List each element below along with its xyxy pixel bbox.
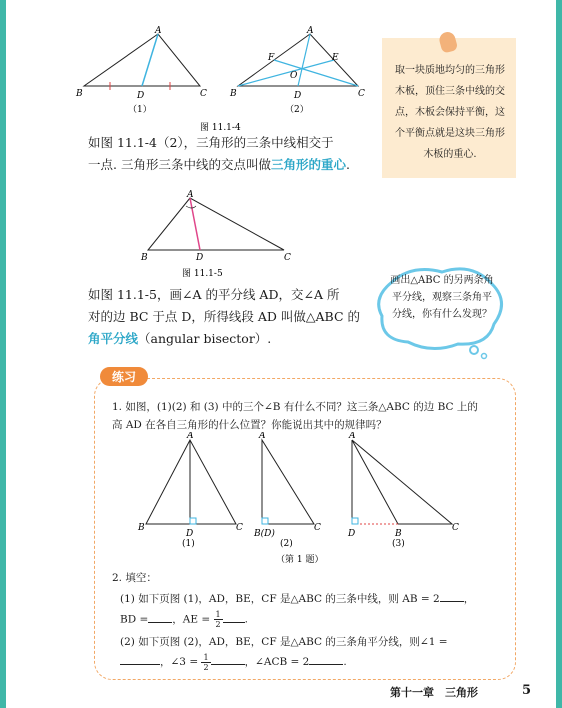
exercise-figures bbox=[136, 432, 468, 564]
svg-text:（1）: （1） bbox=[128, 105, 152, 115]
side-note-text: 取一块质地均匀的三角形木板，顶住三条中线的交点，木板会保持平衡，这个平衡点就是这块三角形木板的重心. bbox=[395, 65, 505, 160]
left-margin-stripe bbox=[0, 0, 6, 708]
side-note-card bbox=[382, 38, 516, 178]
svg-text:B: B bbox=[230, 89, 237, 99]
term-centroid: 三角形的重心 bbox=[270, 157, 346, 172]
svg-text:（第 1 题）: （第 1 题） bbox=[276, 555, 324, 564]
right-margin-stripe bbox=[556, 0, 562, 708]
svg-text:A: A bbox=[187, 432, 194, 441]
paragraph-centroid: 如图 11.1-4（2），三角形的三条中线相交于 一点. 三角形三条中线的交点叫做三角形的重心. bbox=[88, 135, 350, 172]
svg-text:A: A bbox=[259, 432, 266, 441]
practice-tag: 练习 bbox=[100, 367, 148, 386]
question-2-title: 2. 填空： bbox=[112, 572, 157, 584]
svg-text:D: D bbox=[186, 529, 194, 539]
cloud-text: 画出△ABC 的另两条角平分线，观察三条角平分线，你有什么发现？ bbox=[390, 275, 494, 320]
svg-text:B: B bbox=[141, 253, 148, 263]
pin-icon bbox=[438, 30, 459, 53]
svg-text:A: A bbox=[349, 432, 356, 441]
svg-text:C: C bbox=[358, 89, 365, 99]
svg-text:C: C bbox=[314, 523, 321, 533]
svg-text:E: E bbox=[332, 53, 339, 63]
svg-text:图 11.1-4: 图 11.1-4 bbox=[200, 123, 241, 132]
svg-text:(3): (3) bbox=[392, 539, 405, 549]
svg-text:D: D bbox=[196, 253, 204, 263]
figure-11-1-4 bbox=[70, 22, 370, 132]
chapter-footer: 第十一章 三角形 bbox=[390, 686, 478, 699]
svg-text:B(D): B(D) bbox=[254, 529, 275, 539]
page-number: 5 bbox=[522, 683, 532, 698]
svg-text:A: A bbox=[307, 26, 314, 36]
label-A1: A bbox=[155, 26, 162, 36]
svg-text:C: C bbox=[452, 523, 459, 533]
figure-11-1-5 bbox=[138, 190, 318, 282]
svg-text:B: B bbox=[76, 89, 83, 99]
svg-text:D: D bbox=[348, 529, 356, 539]
question-2-part-2: (2) 如下页图 (2)，AD，BE，CF 是△ABC 的三条角平分线，则∠1 = ，∠3 = $\frac{1}{2}$ ，∠ACB = 2 . bbox=[120, 636, 448, 672]
svg-text:B: B bbox=[138, 523, 145, 533]
question-2-part-1: (1) 如下页图 (1)，AD，BE，CF 是△ABC 的三条中线，则 AB = 2 ， BD = ，AE = $\frac{1}{2}$ . bbox=[120, 593, 475, 629]
svg-text:图 11.1-5: 图 11.1-5 bbox=[182, 269, 223, 279]
svg-text:(2): (2) bbox=[280, 539, 293, 549]
svg-text:C: C bbox=[284, 253, 291, 263]
svg-text:C: C bbox=[236, 523, 243, 533]
svg-text:D: D bbox=[137, 91, 145, 101]
svg-text:(1): (1) bbox=[182, 539, 195, 549]
svg-text:B: B bbox=[395, 529, 402, 539]
term-bisector: 角平分线 bbox=[88, 331, 139, 346]
svg-text:A: A bbox=[187, 190, 194, 200]
svg-text:C: C bbox=[200, 89, 207, 99]
svg-text:F: F bbox=[268, 53, 275, 63]
svg-text:D: D bbox=[294, 91, 302, 101]
svg-text:（2）: （2） bbox=[285, 105, 309, 115]
question-1: 1. 如图，(1)(2) 和 (3) 中的三个∠B 有什么不同？这三条△ABC 的边 BC 上的 高 AD 在各自三角形的什么位置？你能说出其中的规律吗？ bbox=[112, 401, 478, 431]
paragraph-bisector: 如图 11.1-5，画∠A 的平分线 AD，交∠A 所 对的边 BC 于点 D，所得线段 AD 叫做△ABC 的 角平分线（angular bisector）. bbox=[88, 287, 361, 346]
svg-text:O: O bbox=[290, 71, 298, 81]
